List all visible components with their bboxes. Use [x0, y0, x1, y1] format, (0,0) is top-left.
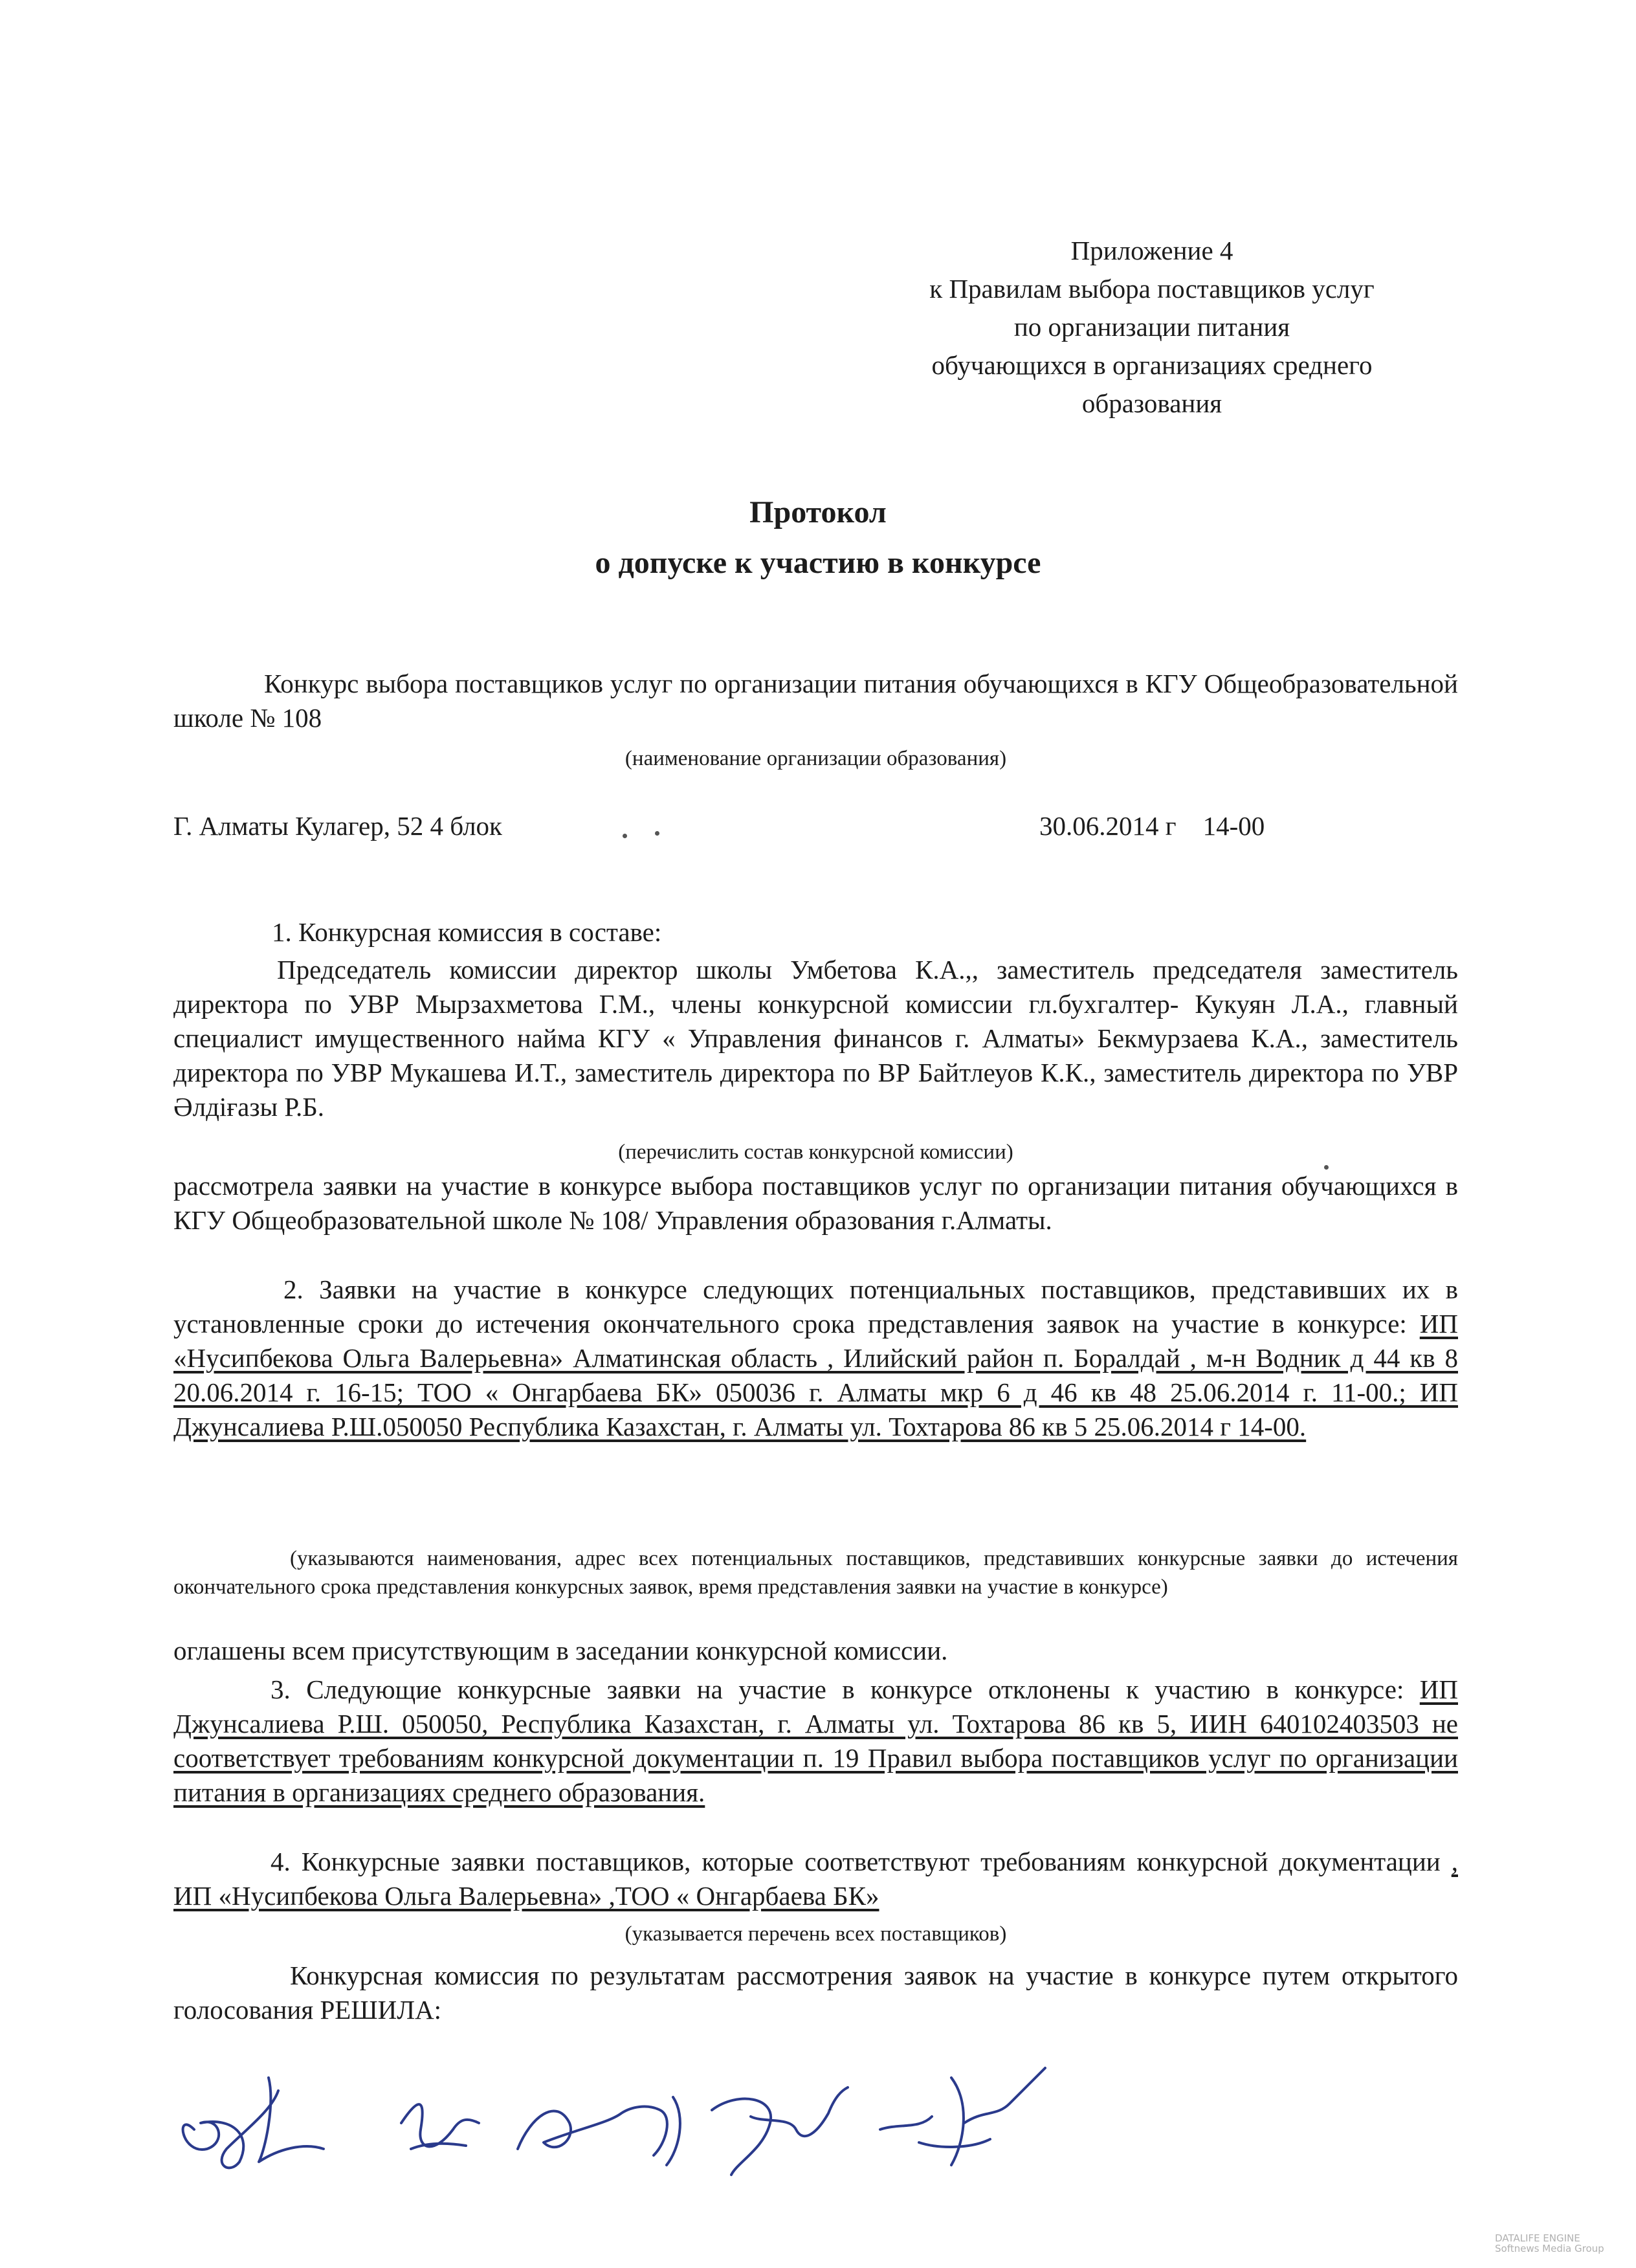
annex-line: по организации питания	[1013, 312, 1290, 342]
section4-accepted: , ИП «Нусипбекова Ольга Валерьевна» ,ТОО « Онгарбаева БК»	[173, 1847, 1458, 1911]
date-time	[1039, 809, 1428, 843]
section1-heading: 1. Конкурсная комиссия в составе:	[272, 917, 662, 947]
section3-paragraph	[173, 1673, 1458, 1810]
intro-paragraph: Конкурс выбора поставщиков услуг по организации питания обучающихся в КГУ Общеобразовательной школе № 108	[173, 669, 1458, 733]
annex-line: к Правилам выбора поставщиков услуг	[929, 274, 1375, 304]
section4-hint: (указывается перечень всех поставщиков)	[625, 1922, 1007, 1946]
annex-header	[828, 232, 1476, 423]
section4-lead: 4. Конкурсные заявки поставщиков, которые соответствуют требованиям конкурсной документации	[271, 1847, 1452, 1876]
section2-paragraph	[173, 1273, 1458, 1444]
section2-hint: (указываются наименования, адрес всех потенциальных поставщиков, представивших конкурсные заявки до истечения окончательного срока представления конкурсных заявок, время представления заявки на участие в конкурсе)	[173, 1547, 1458, 1599]
place: Г. Алматы Кулагер, 52 4 блок	[173, 811, 502, 841]
date: 30.06.2014 г	[1039, 811, 1177, 841]
document-title: Протокол	[749, 495, 887, 529]
document-subtitle: о допуске к участию в конкурсе	[595, 546, 1041, 580]
ink-dot	[655, 831, 659, 836]
section1-continuation: рассмотрела заявки на участие в конкурсе выбора поставщиков услуг по организации питания обучающихся в КГУ Общеобразовательной школе № 108/ Управления образования г.Алматы.	[173, 1171, 1458, 1235]
section1-hint: (перечислить состав конкурсной комиссии)	[618, 1140, 1013, 1164]
decision-paragraph: Конкурсная комиссия по результатам рассмотрения заявок на участие в конкурсе путем открытого голосования РЕШИЛА:	[173, 1961, 1458, 2025]
section2-tail: оглашены всем присутствующим в заседании конкурсной комиссии.	[173, 1636, 948, 1665]
section1-members: Председатель комиссии директор школы Умбетова К.А.,, заместитель председателя заместитель директора по УВР Мырзахметова Г.М., члены конкурсной комиссии гл.бухгалтер- Кукуян Л.А., главный специалист имущественного найма КГУ « Управления финансов г. Алматы» Бекмурзаева К.А., заместитель директора по УВР Мукашева И.Т., заместитель директора по ВР Байтлеуов К.К., заместитель директора по УВР Әлдіғазы Р.Б.	[173, 955, 1458, 1122]
section3-lead: 3. Следующие конкурсные заявки на участие в конкурсе отклонены к участию в конкурсе:	[271, 1674, 1420, 1704]
section3-rejected: ИП Джунсалиева Р.Ш. 050050, Республика Казахстан, г. Алматы ул. Тохтарова 86 кв 5, ИИН 640102403503 не соответствует требованиям конкурсной документации п. 19 Правил выбора поставщиков услуг по организации питания в организациях среднего образования.	[173, 1674, 1458, 1807]
ink-dot	[623, 834, 627, 838]
watermark: DATALIFE ENGINE Softnews Media Group	[1495, 2232, 1604, 2254]
signatures-image	[155, 2052, 1074, 2188]
annex-line: обучающихся в организациях среднего	[931, 350, 1373, 380]
annex-line: образования	[1081, 388, 1222, 418]
section4-paragraph	[173, 1845, 1458, 1913]
intro-hint: (наименование организации образования)	[625, 747, 1007, 770]
annex-line: Приложение 4	[1070, 236, 1233, 265]
time: 14-00	[1202, 811, 1265, 841]
section2-lead: 2. Заявки на участие в конкурсе следующих потенциальных поставщиков, представивших их в установленные сроки до истечения окончательного срока представления заявок на участие в конкурсе:	[173, 1274, 1458, 1339]
section2-applicants: ИП «Нусипбекова Ольга Валерьевна» Алматинская область , Илийский район п. Боралдай , м-н Водник д 44 кв 8 20.06.2014 г. 16-15; ТОО « Онгарбаева БК» 050036 г. Алматы мкр 6 д 46 кв 48 25.06.2014 г. 11-00.; ИП Джунсалиева Р.Ш.050050 Республика Казахстан, г. Алматы ул. Тохтарова 86 кв 5 25.06.2014 г 14-00.	[173, 1309, 1458, 1441]
